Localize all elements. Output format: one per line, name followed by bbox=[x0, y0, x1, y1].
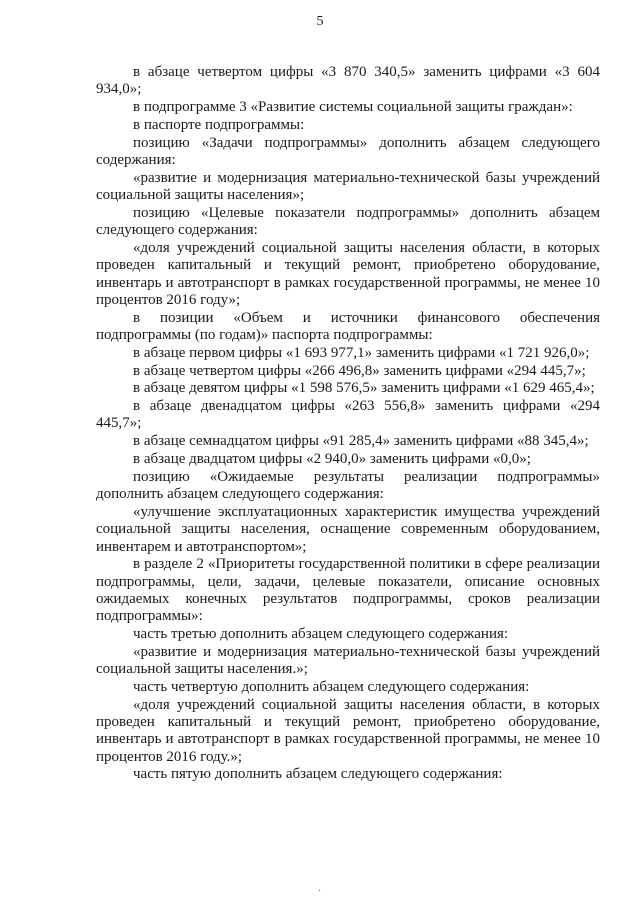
paragraph: позицию «Целевые показатели подпрограммы» дополнить абзацем следующего содержания: bbox=[96, 204, 600, 239]
paragraph: часть пятую дополнить абзацем следующего содержания: bbox=[133, 766, 503, 783]
paragraph: в абзаце семнадцатом цифры «91 285,4» заменить цифрами «88 345,4»; bbox=[133, 433, 589, 450]
scan-speck: · bbox=[318, 886, 322, 897]
document-body bbox=[96, 64, 600, 784]
paragraph: в абзаце девятом цифры «1 598 576,5» заменить цифрами «1 629 465,4»; bbox=[133, 380, 595, 397]
paragraph: в абзаце четвертом цифры «266 496,8» заменить цифрами «294 445,7»; bbox=[133, 362, 586, 379]
paragraph: в абзаце четвертом цифры «3 870 340,5» заменить цифрами «3 604 934,0»; bbox=[96, 64, 600, 98]
paragraph: в паспорте подпрограммы: bbox=[133, 116, 305, 133]
paragraph: позицию «Задачи подпрограммы» дополнить абзацем следующего содержания: bbox=[96, 134, 600, 168]
paragraph: «доля учреждений социальной защиты населения области, в которых проведен капитальный и текущий ремонт, приобретено оборудование, инвентарь и автотранспорт в рамках государственной программы, не менее 10 процентов 2016 году.»; bbox=[96, 696, 600, 765]
paragraph: в абзаце двенадцатом цифры «263 556,8» заменить цифрами «294 445,7»; bbox=[96, 398, 600, 432]
paragraph: в разделе 2 «Приоритеты государственной политики в сфере реализации подпрограммы, цели, задачи, целевые показатели, описание основных ожидаемых конечных результатов подпрограммы, сроков реализации подпрограммы»: bbox=[96, 556, 600, 625]
paragraph: «развитие и модернизация материально-технической базы учреждений социальной защиты населения»; bbox=[96, 169, 600, 204]
paragraph: «улучшение эксплуатационных характеристик имущества учреждений социальной защиты населения, оснащение современным оборудованием, инвентарем и автотранспортом»; bbox=[96, 503, 600, 555]
paragraph: в подпрограмме 3 «Развитие системы социальной защиты граждан»: bbox=[133, 99, 573, 116]
paragraph: в абзаце первом цифры «1 693 977,1» заменить цифрами «1 721 926,0»; bbox=[133, 344, 590, 361]
paragraph: в позиции «Объем и источники финансового обеспечения подпрограммы (по годам)» паспорта подпрограммы: bbox=[96, 309, 600, 343]
paragraph: часть четвертую дополнить абзацем следующего содержания: bbox=[133, 678, 530, 695]
paragraph: в абзаце двадцатом цифры «2 940,0» заменить цифрами «0,0»; bbox=[133, 451, 531, 468]
paragraph: часть третью дополнить абзацем следующего содержания: bbox=[133, 626, 509, 642]
paragraph: «доля учреждений социальной защиты населения области, в которых проведен капитальный и текущий ремонт, приобретено оборудование, инвентарь и автотранспорт в рамках государственной программы, не менее 10 процентов 2016 году»; bbox=[96, 239, 600, 308]
paragraph: «развитие и модернизация материально-технической базы учреждений социальной защиты населения.»; bbox=[96, 643, 600, 678]
paragraph: позицию «Ожидаемые результаты реализации подпрограммы» дополнить абзацем следующего содержания: bbox=[96, 468, 600, 503]
page-number: 5 bbox=[316, 14, 324, 29]
